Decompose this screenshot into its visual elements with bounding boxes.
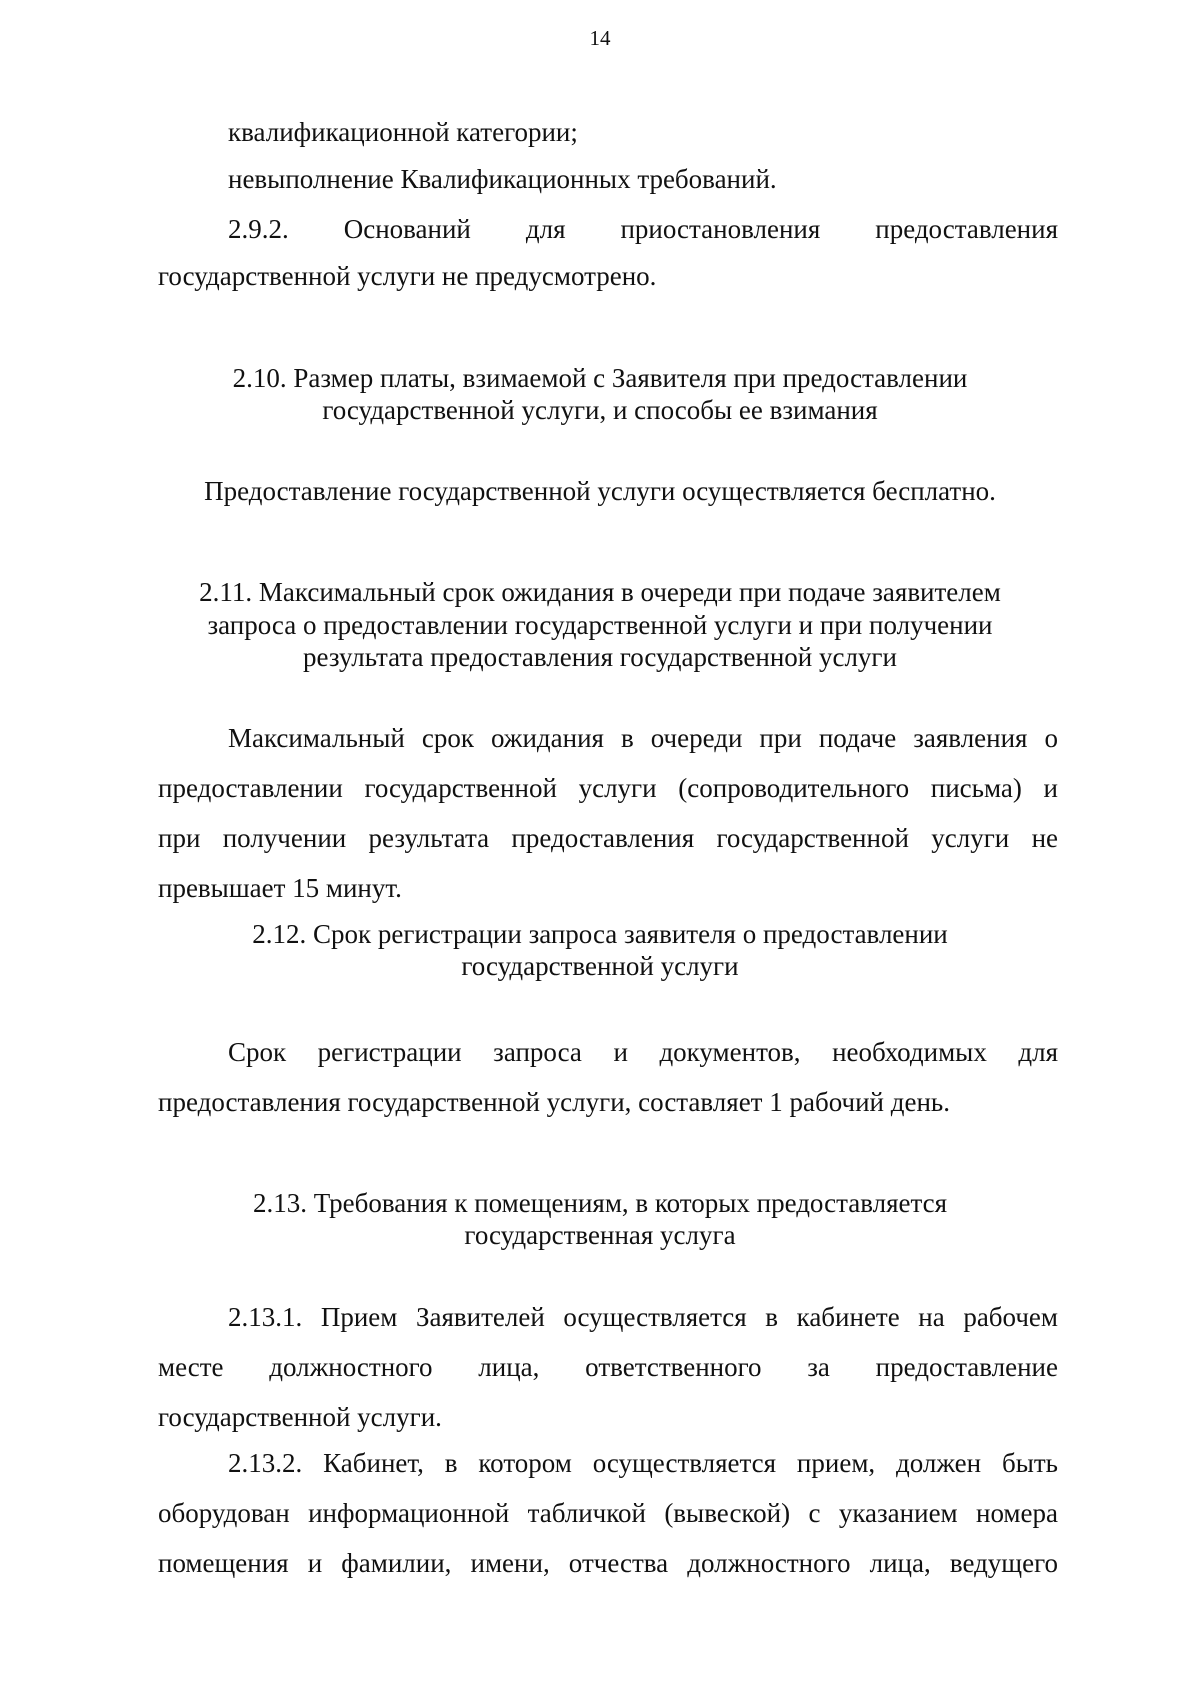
section-2-11-heading-line-3: результата предоставления государственной услуги [303, 642, 897, 672]
section-2-12-heading-line-2: государственной услуги [461, 951, 739, 981]
intro-line-2: невыполнение Квалификационных требований. [228, 164, 777, 194]
section-2-13-heading-line-2: государственная услуга [464, 1220, 736, 1250]
section-2-13-p2-line-2: оборудован информационной табличкой (вывеской) с указанием номера [158, 1498, 1058, 1528]
para-2-9-2-line-2: государственной услуги не предусмотрено. [158, 261, 657, 291]
section-2-12-para-line-2: предоставления государственной услуги, составляет 1 рабочий день. [158, 1087, 950, 1117]
page-number: 14 [589, 26, 611, 50]
intro-line-1: квалификационной категории; [228, 117, 578, 147]
section-2-10-text: Предоставление государственной услуги осуществляется бесплатно. [204, 476, 996, 506]
para-2-9-2-line-1: 2.9.2. Оснований для приостановления предоставления [228, 214, 1058, 244]
section-2-12-heading-line-1: 2.12. Срок регистрации запроса заявителя о предоставлении [252, 919, 948, 949]
section-2-10-heading-line-1: 2.10. Размер платы, взимаемой с Заявителя при предоставлении [232, 363, 968, 393]
section-2-13-heading-line-1: 2.13. Требования к помещениям, в которых предоставляется [252, 1188, 948, 1218]
section-2-10-heading-line-2: государственной услуги, и способы ее взимания [322, 395, 878, 425]
section-2-11-para-line-3: при получении результата предоставления государственной услуги не [158, 823, 1058, 853]
section-2-11-para-line-2: предоставлении государственной услуги (сопроводительного письма) и [158, 773, 1058, 803]
section-2-13-p2-line-1: 2.13.2. Кабинет, в котором осуществляется прием, должен быть [228, 1448, 1058, 1478]
section-2-13-p2-line-3: помещения и фамилии, имени, отчества должностного лица, ведущего [158, 1548, 1058, 1578]
section-2-12-para-line-1: Срок регистрации запроса и документов, необходимых для [228, 1037, 1058, 1067]
section-2-13-p1-line-2: месте должностного лица, ответственного за предоставление [158, 1352, 1058, 1382]
section-2-11-para-line-4: превышает 15 минут. [158, 873, 402, 903]
section-2-11-heading-line-1: 2.11. Максимальный срок ожидания в очереди при подаче заявителем [199, 577, 1001, 607]
section-2-11-heading-line-2: запроса о предоставлении государственной услуги и при получении [207, 610, 993, 640]
section-2-13-p1-line-1: 2.13.1. Прием Заявителей осуществляется в кабинете на рабочем [228, 1302, 1058, 1332]
section-2-13-p1-line-3: государственной услуги. [158, 1402, 442, 1432]
section-2-11-para-line-1: Максимальный срок ожидания в очереди при подаче заявления о [228, 723, 1058, 753]
